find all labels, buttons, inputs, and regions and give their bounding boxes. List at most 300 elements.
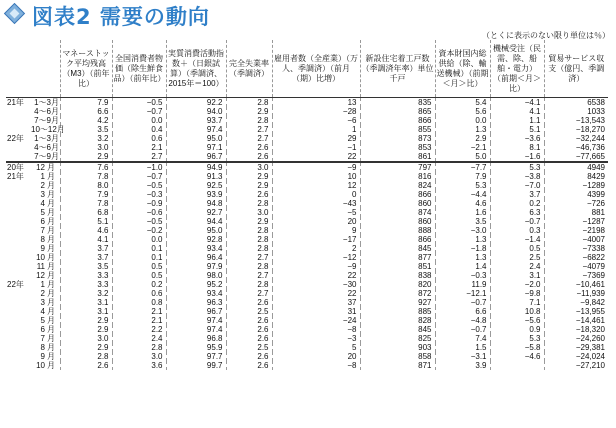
housing-starts-cell: 873 [360,134,435,143]
money-stock-cell: 7.8 [60,199,112,208]
capital-goods-cell: −7.7 [435,162,490,172]
trade-balance-cell: −24,024 [544,352,608,361]
unemployment-cell: 2.8 [226,116,272,125]
trade-balance-cell: −13,543 [544,116,608,125]
period-cell [6,208,60,217]
employment-cell: −30 [272,280,360,289]
machinery-orders-cell: −9.8 [490,289,544,298]
cpi-cell: 0.0 [112,235,166,244]
monthly-row [6,325,608,334]
diamond-bullet-icon [4,3,25,24]
cpi-cell: 2.2 [112,325,166,334]
monthly-row [6,162,608,172]
consumption-index-cell: 93.7 [166,116,226,125]
machinery-orders-cell: 5.3 [490,334,544,343]
machinery-orders-cell: 0.9 [490,325,544,334]
money-stock-cell: 3.0 [60,143,112,152]
period-cell [6,316,60,325]
consumption-index-cell: 92.8 [166,235,226,244]
period-range: 1〜3月 [34,134,59,143]
monthly-row [6,226,608,235]
money-stock-cell: 6.6 [60,107,112,116]
header-period [6,40,60,98]
employment-cell: 20 [272,352,360,361]
monthly-rows [6,162,608,370]
period-month: 2 [40,289,45,298]
period-month: 2 [40,181,45,190]
employment-cell: −6 [272,116,360,125]
trade-balance-cell: −1287 [544,217,608,226]
period-unit: 月 [47,208,55,217]
housing-starts-cell: 851 [360,262,435,271]
period-cell [6,190,60,199]
trade-balance-cell: −32,244 [544,134,608,143]
cpi-cell: 0.5 [112,271,166,280]
employment-cell: −3 [272,334,360,343]
machinery-orders-cell: −3.8 [490,172,544,181]
employment-cell: 10 [272,172,360,181]
monthly-row [6,190,608,199]
period-year: 21年 [7,98,24,107]
capital-goods-cell: 5.6 [435,107,490,116]
consumption-index-cell: 92.5 [166,181,226,190]
trade-balance-cell: −18,320 [544,325,608,334]
unemployment-cell: 2.6 [226,316,272,325]
machinery-orders-cell: −1.4 [490,235,544,244]
trade-balance-cell: −27,210 [544,361,608,370]
capital-goods-cell: 11.9 [435,280,490,289]
capital-goods-cell: −3.1 [435,352,490,361]
money-stock-cell: 3.5 [60,262,112,271]
trade-balance-cell: −7338 [544,244,608,253]
header-capital-goods: 資本財国内総供給（除、輸送機械）（前期＜月＞比） [435,40,490,98]
cpi-cell: 0.1 [112,244,166,253]
employment-cell: −9 [272,162,360,172]
unemployment-cell: 2.6 [226,152,272,162]
consumption-index-cell: 94.0 [166,107,226,116]
period-cell [6,343,60,352]
money-stock-cell: 4.2 [60,116,112,125]
period-unit: 月 [47,271,55,280]
unemployment-cell: 3.0 [226,162,272,172]
monthly-row [6,289,608,298]
housing-starts-cell: 838 [360,271,435,280]
cpi-cell: −0.5 [112,98,166,108]
employment-cell: 12 [272,181,360,190]
trade-balance-cell: 6538 [544,98,608,108]
machinery-orders-cell: −5.8 [490,343,544,352]
period-range: 7〜9月 [34,152,59,161]
monthly-row [6,172,608,181]
trade-balance-cell: −1289 [544,181,608,190]
capital-goods-cell: −0.7 [435,325,490,334]
period-month: 1 [40,280,45,289]
unemployment-cell: 2.7 [226,125,272,134]
machinery-orders-cell: 3.1 [490,271,544,280]
trade-balance-cell: 1033 [544,107,608,116]
employment-cell: −12 [272,253,360,262]
housing-starts-cell: 874 [360,208,435,217]
period-unit: 月 [47,172,55,181]
quarterly-row [6,143,608,152]
cpi-cell: −0.5 [112,181,166,190]
employment-cell: −8 [272,361,360,370]
money-stock-cell: 2.9 [60,343,112,352]
quarterly-row [6,125,608,134]
employment-cell: 13 [272,98,360,108]
housing-starts-cell: 927 [360,298,435,307]
period-unit: 月 [47,280,55,289]
monthly-row [6,235,608,244]
period-range: 4〜6月 [34,143,59,152]
period-month: 7 [40,226,45,235]
period-unit: 月 [47,262,55,271]
consumption-index-cell: 96.4 [166,253,226,262]
employment-cell: −8 [272,325,360,334]
consumption-index-cell: 95.2 [166,280,226,289]
consumption-index-cell: 92.7 [166,208,226,217]
unemployment-cell: 2.8 [226,226,272,235]
money-stock-cell: 4.6 [60,226,112,235]
machinery-orders-cell: −7.0 [490,181,544,190]
housing-starts-cell: 860 [360,217,435,226]
period-unit: 月 [47,343,55,352]
period-cell [6,262,60,271]
period-cell [6,116,60,125]
consumption-index-cell: 96.8 [166,334,226,343]
header-unemployment: 完全失業率（季調済） [226,40,272,98]
machinery-orders-cell: −3.6 [490,134,544,143]
money-stock-cell: 3.7 [60,253,112,262]
trade-balance-cell: −2198 [544,226,608,235]
period-unit: 月 [47,217,55,226]
unemployment-cell: 2.6 [226,334,272,343]
quarterly-rows [6,98,608,163]
money-stock-cell: 5.1 [60,217,112,226]
money-stock-cell: 7.6 [60,162,112,172]
header-cpi: 全国消費者物価（除生鮮食品）（前年比） [112,40,166,98]
period-unit: 月 [47,199,55,208]
period-range: 7〜9月 [34,116,59,125]
period-unit: 月 [47,190,55,199]
trade-balance-cell: −9,842 [544,298,608,307]
machinery-orders-cell [490,361,544,370]
cpi-cell: 2.1 [112,143,166,152]
capital-goods-cell: 1.3 [435,125,490,134]
period-cell [6,98,60,108]
money-stock-cell: 6.8 [60,208,112,217]
period-cell [6,271,60,280]
header-housing-starts: 新設住宅着工戸数（季調済年率）単位 千戸 [360,40,435,98]
period-month: 1 [40,172,45,181]
period-unit: 月 [47,289,55,298]
machinery-orders-cell: 3.7 [490,190,544,199]
money-stock-cell: 3.2 [60,289,112,298]
unemployment-cell: 2.8 [226,199,272,208]
money-stock-cell: 3.1 [60,298,112,307]
consumption-index-cell: 97.4 [166,316,226,325]
money-stock-cell: 7.8 [60,172,112,181]
period-month: 4 [40,199,45,208]
machinery-orders-cell: −4.6 [490,352,544,361]
unemployment-cell: 2.6 [226,325,272,334]
title-bar [2,1,614,31]
trade-balance-cell: 4949 [544,162,608,172]
cpi-cell: 2.1 [112,316,166,325]
monthly-row [6,334,608,343]
trade-balance-cell: −14,461 [544,316,608,325]
capital-goods-cell: 1.5 [435,343,490,352]
monthly-row [6,253,608,262]
period-cell [6,298,60,307]
employment-cell: 5 [272,343,360,352]
machinery-orders-cell: −0.7 [490,217,544,226]
housing-starts-cell: 903 [360,343,435,352]
period-unit: 月 [47,163,55,172]
housing-starts-cell: 845 [360,325,435,334]
cpi-cell: 0.0 [112,116,166,125]
capital-goods-cell: 7.9 [435,172,490,181]
period-cell [6,172,60,181]
period-unit: 月 [47,226,55,235]
capital-goods-cell: −4.4 [435,190,490,199]
consumption-index-cell: 92.2 [166,98,226,108]
housing-starts-cell: 866 [360,190,435,199]
machinery-orders-cell: 5.3 [490,162,544,172]
period-year: 22年 [7,134,24,143]
consumption-index-cell: 95.0 [166,134,226,143]
quarterly-row [6,107,608,116]
employment-cell: −9 [272,262,360,271]
cpi-cell: −0.7 [112,107,166,116]
capital-goods-cell: 5.3 [435,181,490,190]
money-stock-cell: 3.2 [60,134,112,143]
monthly-row [6,217,608,226]
period-unit: 月 [47,334,55,343]
monthly-row [6,271,608,280]
monthly-row [6,352,608,361]
consumption-index-cell: 96.7 [166,307,226,316]
employment-cell: −5 [272,208,360,217]
quarterly-row [6,152,608,162]
employment-cell: 22 [272,271,360,280]
page-title: 図表2 需要の動向 [32,5,210,29]
period-cell [6,107,60,116]
monthly-row [6,343,608,352]
machinery-orders-cell: 2.4 [490,262,544,271]
unemployment-cell: 2.6 [226,143,272,152]
period-unit: 月 [47,253,55,262]
money-stock-cell: 3.0 [60,334,112,343]
trade-balance-cell: −24,260 [544,334,608,343]
period-year: 22年 [7,280,24,289]
employment-cell: 2 [272,244,360,253]
period-month: 12 [36,271,45,280]
consumption-index-cell: 93.4 [166,244,226,253]
housing-starts-cell: 861 [360,152,435,162]
period-month: 5 [40,316,45,325]
header-row [6,40,608,98]
consumption-index-cell: 91.3 [166,172,226,181]
money-stock-cell: 3.5 [60,125,112,134]
period-unit: 月 [47,235,55,244]
unemployment-cell: 2.7 [226,253,272,262]
period-cell [6,162,60,172]
period-cell [6,289,60,298]
period-unit: 月 [47,298,55,307]
cpi-cell: 0.5 [112,262,166,271]
money-stock-cell: 4.1 [60,235,112,244]
period-unit: 月 [47,181,55,190]
trade-balance-cell: 4399 [544,190,608,199]
period-cell [6,361,60,370]
cpi-cell: 0.6 [112,134,166,143]
period-cell [6,307,60,316]
header-consumption-index: 実質消費活動指数＋（日銀試算）（季調済、2015年＝100） [166,40,226,98]
trade-balance-cell: −13,955 [544,307,608,316]
money-stock-cell: 2.9 [60,152,112,162]
consumption-index-cell: 96.7 [166,152,226,162]
employment-cell: 22 [272,289,360,298]
unit-note: （とくに表示のない限り単位は％） [482,31,610,40]
employment-cell: 1 [272,125,360,134]
capital-goods-cell: 0.0 [435,116,490,125]
housing-starts-cell: 858 [360,352,435,361]
trade-balance-cell: −7369 [544,271,608,280]
housing-starts-cell: 871 [360,361,435,370]
period-cell [6,244,60,253]
consumption-index-cell: 97.4 [166,325,226,334]
machinery-orders-cell: 2.5 [490,253,544,262]
cpi-cell: 0.2 [112,280,166,289]
capital-goods-cell: 1.4 [435,262,490,271]
unemployment-cell: 2.6 [226,352,272,361]
cpi-cell: 0.6 [112,289,166,298]
period-cell [6,217,60,226]
machinery-orders-cell: 4.1 [490,107,544,116]
capital-goods-cell: −4.8 [435,316,490,325]
housing-starts-cell: 860 [360,199,435,208]
employment-cell: 0 [272,190,360,199]
demand-trends-table [6,40,608,370]
capital-goods-cell: −0.7 [435,298,490,307]
period-month: 9 [40,352,45,361]
money-stock-cell: 3.3 [60,280,112,289]
capital-goods-cell: 3.9 [435,361,490,370]
housing-starts-cell: 845 [360,244,435,253]
capital-goods-cell: −12.1 [435,289,490,298]
period-cell [6,325,60,334]
period-month: 10 [36,253,45,262]
monthly-row [6,244,608,253]
capital-goods-cell: 3.5 [435,217,490,226]
capital-goods-cell: 5.4 [435,98,490,108]
housing-starts-cell: 853 [360,143,435,152]
period-month: 6 [40,325,45,334]
cpi-cell: 3.0 [112,352,166,361]
period-month: 3 [40,190,45,199]
money-stock-cell: 7.9 [60,98,112,108]
quarterly-row [6,98,608,108]
cpi-cell: 0.4 [112,125,166,134]
period-cell [6,134,60,143]
machinery-orders-cell: −2.0 [490,280,544,289]
housing-starts-cell: 865 [360,107,435,116]
period-month: 8 [40,235,45,244]
trade-balance-cell: 8429 [544,172,608,181]
machinery-orders-cell: 10.8 [490,307,544,316]
monthly-row [6,199,608,208]
money-stock-cell: 2.6 [60,361,112,370]
cpi-cell: 2.7 [112,152,166,162]
housing-starts-cell: 825 [360,334,435,343]
machinery-orders-cell: −5.6 [490,316,544,325]
employment-cell: −28 [272,107,360,116]
unemployment-cell: 2.7 [226,271,272,280]
machinery-orders-cell: 7.1 [490,298,544,307]
cpi-cell: 2.8 [112,343,166,352]
monthly-row [6,181,608,190]
cpi-cell: 2.4 [112,334,166,343]
trade-balance-cell: −10,461 [544,280,608,289]
period-unit: 月 [47,307,55,316]
unemployment-cell: 2.5 [226,307,272,316]
machinery-orders-cell: 6.3 [490,208,544,217]
employment-cell: 37 [272,298,360,307]
employment-cell: −1 [272,143,360,152]
period-range: 4〜6月 [34,107,59,116]
period-unit: 月 [47,316,55,325]
cpi-cell: 0.8 [112,298,166,307]
monthly-row [6,280,608,289]
housing-starts-cell: 797 [360,162,435,172]
consumption-index-cell: 97.4 [166,125,226,134]
unemployment-cell: 2.8 [226,262,272,271]
employment-cell: −24 [272,316,360,325]
header-machinery-orders: 機械受注（民需、除、船舶・電力）（前期＜月＞比） [490,40,544,98]
cpi-cell: −0.3 [112,190,166,199]
unemployment-cell: 3.0 [226,208,272,217]
machinery-orders-cell: −1.6 [490,152,544,162]
employment-cell: 29 [272,134,360,143]
money-stock-cell: 7.9 [60,190,112,199]
consumption-index-cell: 97.7 [166,352,226,361]
capital-goods-cell: −2.1 [435,143,490,152]
housing-starts-cell: 877 [360,253,435,262]
trade-balance-cell: −6822 [544,253,608,262]
housing-starts-cell: 872 [360,289,435,298]
machinery-orders-cell: 0.5 [490,244,544,253]
machinery-orders-cell: 0.2 [490,199,544,208]
trade-balance-cell: −726 [544,199,608,208]
employment-cell: 20 [272,217,360,226]
header-money-stock: マネーストック平均残高（M3）（前年比） [60,40,112,98]
capital-goods-cell: −3.0 [435,226,490,235]
period-month: 9 [40,244,45,253]
cpi-cell: −0.2 [112,226,166,235]
machinery-orders-cell: −4.1 [490,98,544,108]
period-range: 1〜3月 [34,98,59,107]
quarterly-row [6,134,608,143]
money-stock-cell: 2.8 [60,352,112,361]
unemployment-cell: 2.7 [226,289,272,298]
trade-balance-cell: −29,381 [544,343,608,352]
capital-goods-cell: 2.9 [435,134,490,143]
consumption-index-cell: 94.9 [166,162,226,172]
period-cell [6,253,60,262]
cpi-cell: 2.1 [112,307,166,316]
period-unit: 月 [47,361,55,370]
